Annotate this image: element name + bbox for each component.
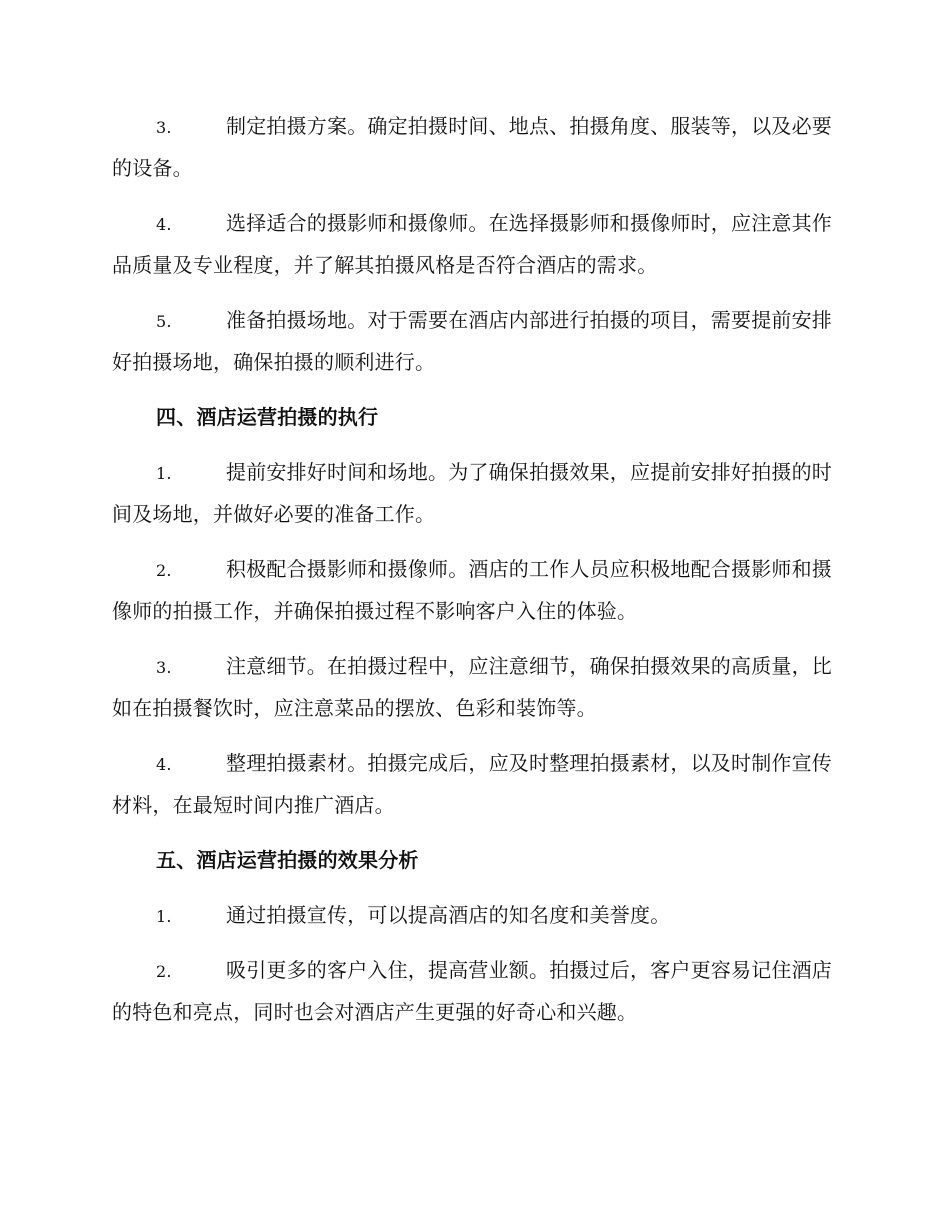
list-item: [112, 452, 834, 534]
item-text: 选择适合的摄影师和摄像师。在选择摄影师和摄像师时，应注意其作品质量及专业程度，并了解其拍摄风格是否符合酒店的需求。: [112, 211, 832, 277]
item-text: 制定拍摄方案。确定拍摄时间、地点、拍摄角度、服装等，以及必要的设备。: [112, 114, 832, 180]
section-heading: 五、酒店运营拍摄的效果分析: [156, 848, 419, 872]
list-item: [112, 203, 834, 285]
item-number: 1.: [156, 907, 172, 926]
item-text: 准备拍摄场地。对于需要在酒店内部进行拍摄的项目，需要提前安排好拍摄场地，确保拍摄的顺利进行。: [112, 308, 832, 374]
item-text: 注意细节。在拍摄过程中，应注意细节，确保拍摄效果的高质量，比如在拍摄餐饮时，应注意菜品的摆放、色彩和装饰等。: [112, 654, 832, 720]
item-number: 3.: [156, 658, 172, 677]
item-text: 积极配合摄影师和摄像师。酒店的工作人员应积极地配合摄影师和摄像师的拍摄工作，并确保拍摄过程不影响客户入住的体验。: [112, 557, 832, 623]
item-text: 整理拍摄素材。拍摄完成后，应及时整理拍摄素材，以及时制作宣传材料，在最短时间内推广酒店。: [112, 751, 832, 817]
item-text: 提前安排好时间和场地。为了确保拍摄效果，应提前安排好拍摄的时间及场地，并做好必要的准备工作。: [112, 460, 832, 526]
item-number: 4.: [156, 215, 172, 234]
item-number: 1.: [156, 464, 172, 483]
section-heading: 四、酒店运营拍摄的执行: [156, 405, 379, 429]
item-text: 通过拍摄宣传，可以提高酒店的知名度和美誉度。: [226, 903, 671, 927]
item-number: 5.: [156, 312, 172, 331]
item-number: 2.: [156, 962, 172, 981]
item-number: 2.: [156, 561, 172, 580]
list-item: [112, 549, 834, 631]
list-item: [112, 646, 834, 728]
item-text: 吸引更多的客户入住，提高营业额。拍摄过后，客户更容易记住酒店的特色和亮点，同时也会对酒店产生更强的好奇心和兴趣。: [112, 958, 832, 1024]
list-item: [112, 743, 834, 825]
list-item: [112, 895, 834, 937]
list-item: [112, 300, 834, 382]
list-item: [112, 106, 834, 188]
item-number: 4.: [156, 755, 172, 774]
list-item: [112, 950, 834, 1032]
item-number: 3.: [156, 118, 172, 137]
